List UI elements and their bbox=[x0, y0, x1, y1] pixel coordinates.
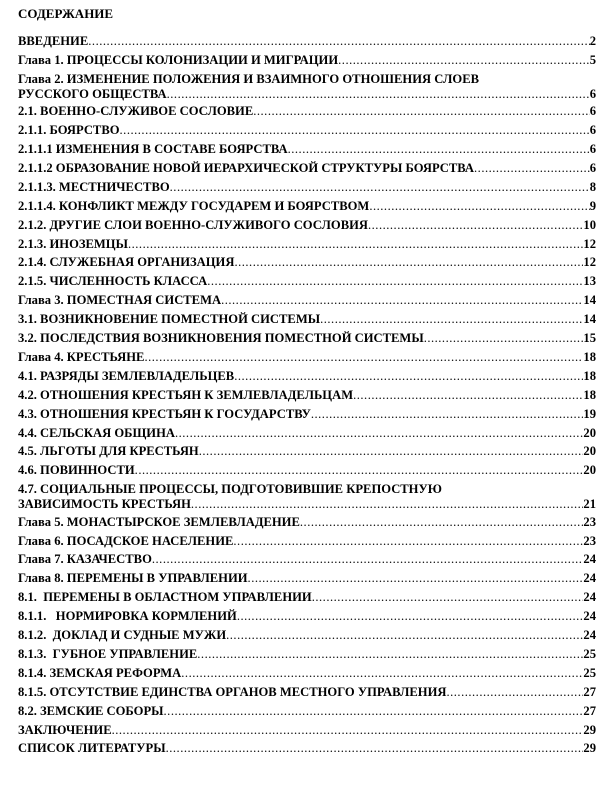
toc-leader-dots bbox=[112, 723, 584, 738]
toc-leader-dots bbox=[144, 350, 583, 365]
toc-leader-dots bbox=[88, 34, 589, 49]
toc-entry-page: 27 bbox=[583, 684, 596, 699]
toc-entry[interactable] bbox=[18, 723, 596, 738]
toc-leader-dots bbox=[226, 628, 583, 643]
toc-leader-dots bbox=[312, 590, 584, 605]
toc-entry-page: 13 bbox=[583, 274, 596, 289]
toc-entry-title: ЗАВИСИМОСТЬ КРЕСТЬЯН bbox=[18, 497, 191, 512]
toc-entry[interactable] bbox=[18, 274, 596, 289]
toc-leader-dots bbox=[170, 180, 590, 195]
toc-entry[interactable] bbox=[18, 444, 596, 459]
toc-entry[interactable] bbox=[18, 199, 596, 214]
toc-entry-title: 8.1.1. НОРМИРОВКА КОРМЛЕНИЙ bbox=[18, 609, 237, 624]
toc-entry-title: 8.1.2. ДОКЛАД И СУДНЫЕ МУЖИ bbox=[18, 628, 227, 642]
toc-entry-page: 18 bbox=[583, 349, 596, 364]
toc-leader-dots bbox=[207, 274, 583, 289]
toc-entry-title: 4.4. СЕЛЬСКАЯ ОБЩИНА bbox=[18, 425, 175, 440]
toc-entry[interactable] bbox=[18, 534, 596, 549]
toc-leader-dots bbox=[234, 255, 583, 270]
toc-entry[interactable] bbox=[18, 590, 596, 605]
toc-entry-page: 6 bbox=[589, 142, 596, 156]
toc-entry-title: 4.2. ОТНОШЕНИЯ КРЕСТЬЯН К ЗЕМЛЕВЛАДЕЛЬЦАМ bbox=[18, 387, 354, 402]
toc-entry[interactable] bbox=[18, 609, 596, 624]
toc-leader-dots bbox=[120, 123, 590, 138]
toc-entry[interactable] bbox=[18, 571, 596, 586]
toc-entry[interactable] bbox=[18, 741, 596, 756]
toc-leader-dots bbox=[197, 647, 583, 662]
toc-entry-title: 4.1. РАЗРЯДЫ ЗЕМЛЕВЛАДЕЛЬЦЕВ bbox=[18, 368, 235, 383]
toc-entry[interactable] bbox=[18, 123, 596, 138]
toc-leader-dots bbox=[300, 515, 584, 530]
toc-entry[interactable] bbox=[18, 350, 596, 365]
toc-leader-dots bbox=[474, 161, 590, 176]
toc-entry[interactable] bbox=[18, 647, 596, 662]
toc-entry[interactable] bbox=[18, 53, 596, 68]
toc-entry-page: 24 bbox=[583, 609, 596, 624]
toc-leader-dots bbox=[253, 104, 589, 119]
toc-entry-page: 24 bbox=[583, 590, 596, 605]
toc-entry-title: СПИСОК ЛИТЕРАТУРЫ bbox=[18, 741, 166, 756]
toc-leader-dots bbox=[181, 666, 583, 681]
toc-entry-title: 8.2. ЗЕМСКИЕ СОБОРЫ bbox=[18, 703, 164, 718]
toc-entry-page: 2 bbox=[589, 34, 596, 48]
toc-entry[interactable] bbox=[18, 515, 596, 530]
toc-entry-title: 2.1.4. СЛУЖЕБНАЯ ОРГАНИЗАЦИЯ bbox=[18, 255, 235, 270]
toc-leader-dots bbox=[353, 388, 583, 403]
toc-entry-title: 8.1.5. ОТСУТСТВИЕ ЕДИНСТВА ОРГАНОВ МЕСТНОГО УПРАВЛЕНИЯ bbox=[18, 684, 447, 699]
toc-entry-title: 8.1.4. ЗЕМСКАЯ РЕФОРМА bbox=[18, 665, 182, 680]
toc-entry-page: 24 bbox=[583, 628, 596, 642]
toc-entry-page: 6 bbox=[589, 123, 596, 138]
toc-leader-dots bbox=[199, 444, 584, 459]
toc-entry-page: 27 bbox=[583, 703, 596, 718]
toc-leader-dots bbox=[311, 407, 584, 422]
toc-entry[interactable] bbox=[18, 463, 596, 478]
toc-leader-dots bbox=[191, 497, 584, 512]
toc-leader-dots bbox=[221, 293, 583, 308]
toc-entry-page: 25 bbox=[583, 646, 596, 661]
toc-entry-title: 2.1.1.3. МЕСТНИЧЕСТВО bbox=[18, 179, 170, 194]
toc-entry-page: 6 bbox=[589, 160, 596, 175]
toc-entry-title: Глава 4. КРЕСТЬЯНЕ bbox=[18, 349, 145, 364]
toc-leader-dots bbox=[164, 704, 584, 719]
toc-entry-page: 14 bbox=[583, 312, 596, 327]
toc-entry[interactable] bbox=[18, 369, 596, 384]
toc-entry[interactable] bbox=[18, 388, 596, 403]
toc-entry-page: 6 bbox=[589, 104, 596, 119]
toc-entry-title: 8.1. ПЕРЕМЕНЫ В ОБЛАСТНОМ УПРАВЛЕНИИ bbox=[18, 590, 312, 605]
toc-entry-lead: 4.7. СОЦИАЛЬНЫЕ ПРОЦЕССЫ, ПОДГОТОВИВШИЕ КРЕПОСТНУЮ bbox=[18, 482, 442, 497]
toc-entry-title: 2.1.1.1 ИЗМЕНЕНИЯ В СОСТАВЕ БОЯРСТВА bbox=[18, 142, 288, 156]
toc-leader-dots bbox=[175, 426, 583, 441]
toc-leader-dots bbox=[248, 571, 584, 586]
toc-entry-title: 4.5. ЛЬГОТЫ ДЛЯ КРЕСТЬЯН bbox=[18, 444, 199, 459]
toc-entry-page: 10 bbox=[583, 217, 596, 232]
toc-entry-page: 23 bbox=[583, 533, 596, 548]
toc-entry-title: 2.1. ВОЕННО-СЛУЖИВОЕ СОСЛОВИЕ bbox=[18, 104, 254, 119]
toc-entry[interactable] bbox=[18, 628, 596, 643]
toc-entry-title: 4.6. ПОВИННОСТИ bbox=[18, 463, 135, 478]
toc-leader-dots bbox=[233, 534, 583, 549]
toc-entry-page: 25 bbox=[583, 665, 596, 680]
toc-entry[interactable] bbox=[18, 237, 596, 252]
toc-entry-page: 29 bbox=[583, 741, 596, 756]
toc-entry-page: 9 bbox=[589, 198, 596, 213]
toc-entry-page: 24 bbox=[583, 571, 596, 586]
toc-leader-dots bbox=[152, 552, 584, 567]
toc-entry-page: 6 bbox=[589, 86, 596, 101]
toc-leader-dots bbox=[166, 741, 584, 756]
toc-entry[interactable] bbox=[18, 72, 596, 102]
toc-entry-page: 24 bbox=[583, 552, 596, 567]
toc-entry[interactable] bbox=[18, 666, 596, 681]
toc-entry-title: Глава 3. ПОМЕСТНАЯ СИСТЕМА bbox=[18, 293, 222, 308]
toc-leader-dots bbox=[128, 237, 583, 252]
toc-entry-page: 5 bbox=[589, 52, 596, 67]
toc-title: СОДЕРЖАНИЕ bbox=[18, 6, 114, 21]
toc-entry-title: Глава 5. МОНАСТЫРСКОЕ ЗЕМЛЕВЛАДЕНИЕ bbox=[18, 514, 300, 529]
toc-leader-dots bbox=[288, 142, 590, 157]
toc-leader-dots bbox=[234, 369, 583, 384]
toc-entry-title: 3.1. ВОЗНИКНОВЕНИЕ ПОМЕСТНОЙ СИСТЕМЫ bbox=[18, 312, 321, 327]
toc-entry[interactable] bbox=[18, 426, 596, 441]
toc-entry-page: 18 bbox=[583, 387, 596, 402]
toc-entry-title: РУССКОГО ОБЩЕСТВА bbox=[18, 86, 167, 101]
toc-leader-dots bbox=[424, 331, 584, 346]
toc-entry[interactable] bbox=[18, 407, 596, 422]
toc-entry-title: 4.3. ОТНОШЕНИЯ КРЕСТЬЯН К ГОСУДАРСТВУ bbox=[18, 406, 311, 421]
toc-entry[interactable] bbox=[18, 34, 596, 49]
toc-entry-page: 29 bbox=[583, 722, 596, 737]
toc-entry-page: 18 bbox=[583, 368, 596, 383]
toc-entry-title: 2.1.5. ЧИСЛЕННОСТЬ КЛАССА bbox=[18, 274, 208, 289]
toc-entry[interactable] bbox=[18, 482, 596, 512]
toc-entry-page: 12 bbox=[583, 255, 596, 270]
toc-leader-dots bbox=[369, 199, 589, 214]
toc-entry-title: 2.1.1.4. КОНФЛИКТ МЕЖДУ ГОСУДАРЕМ И БОЯРСТВОМ bbox=[18, 198, 370, 213]
toc-entry-title: 8.1.3. ГУБНОЕ УПРАВЛЕНИЕ bbox=[18, 646, 198, 661]
toc-leader-dots bbox=[338, 53, 590, 68]
toc-entry-title: ВВЕДЕНИЕ bbox=[18, 34, 89, 48]
toc-entry-title: 3.2. ПОСЛЕДСТВИЯ ВОЗНИКНОВЕНИЯ ПОМЕСТНОЙ СИСТЕМЫ bbox=[18, 331, 424, 345]
toc-leader-dots bbox=[320, 312, 583, 327]
toc-leader-dots bbox=[135, 463, 584, 478]
toc-entry-page: 8 bbox=[589, 179, 596, 194]
toc-entry[interactable] bbox=[18, 161, 596, 176]
toc-entry[interactable] bbox=[18, 142, 596, 157]
toc-entry-title: 2.1.2. ДРУГИЕ СЛОИ ВОЕННО-СЛУЖИВОГО СОСЛОВИЯ bbox=[18, 217, 368, 232]
toc-entry-title: 2.1.1.2 ОБРАЗОВАНИЕ НОВОЙ ИЕРАРХИЧЕСКОЙ СТРУКТУРЫ БОЯРСТВА bbox=[18, 160, 475, 175]
toc-entry[interactable] bbox=[18, 218, 596, 233]
toc-entry[interactable] bbox=[18, 293, 596, 308]
toc-entry[interactable] bbox=[18, 104, 596, 119]
toc-entry[interactable] bbox=[18, 552, 596, 567]
toc-entry[interactable] bbox=[18, 255, 596, 270]
toc-entry-title: Глава 7. КАЗАЧЕСТВО bbox=[18, 552, 152, 567]
toc-leader-dots bbox=[368, 218, 583, 233]
toc-entry-lead: Глава 2. ИЗМЕНЕНИЕ ПОЛОЖЕНИЯ И ВЗАИМНОГО ОТНОШЕНИЯ СЛОЕВ bbox=[18, 71, 479, 86]
toc-entry[interactable] bbox=[18, 180, 596, 195]
toc-entry[interactable] bbox=[18, 331, 596, 346]
toc-entry-page: 12 bbox=[583, 236, 596, 251]
toc-entry-title: ЗАКЛЮЧЕНИЕ bbox=[18, 722, 112, 737]
toc-entry-page: 23 bbox=[583, 514, 596, 529]
toc-leader-dots bbox=[237, 609, 584, 624]
toc-entry-title: Глава 1. ПРОЦЕССЫ КОЛОНИЗАЦИИ И МИГРАЦИИ bbox=[18, 52, 339, 67]
toc-entry[interactable] bbox=[18, 685, 596, 700]
toc-entry-page: 14 bbox=[583, 293, 596, 308]
toc-entry-page: 20 bbox=[583, 425, 596, 440]
toc-leader-dots bbox=[446, 685, 583, 700]
toc-entry-title: Глава 6. ПОСАДСКОЕ НАСЕЛЕНИЕ bbox=[18, 533, 234, 548]
toc-entry-page: 21 bbox=[583, 497, 596, 512]
toc-entry-page: 15 bbox=[583, 331, 596, 345]
toc-entry-page: 20 bbox=[583, 463, 596, 478]
toc-entry[interactable] bbox=[18, 704, 596, 719]
toc-entry[interactable] bbox=[18, 312, 596, 327]
toc-entry-title: Глава 8. ПЕРЕМЕНЫ В УПРАВЛЕНИИ bbox=[18, 571, 248, 586]
toc-entry-page: 20 bbox=[583, 444, 596, 459]
toc-entry-title: 2.1.1. БОЯРСТВО bbox=[18, 123, 120, 138]
toc-entry-title: 2.1.3. ИНОЗЕМЦЫ bbox=[18, 236, 128, 251]
toc-entry-page: 19 bbox=[583, 406, 596, 421]
toc-leader-dots bbox=[167, 87, 590, 102]
